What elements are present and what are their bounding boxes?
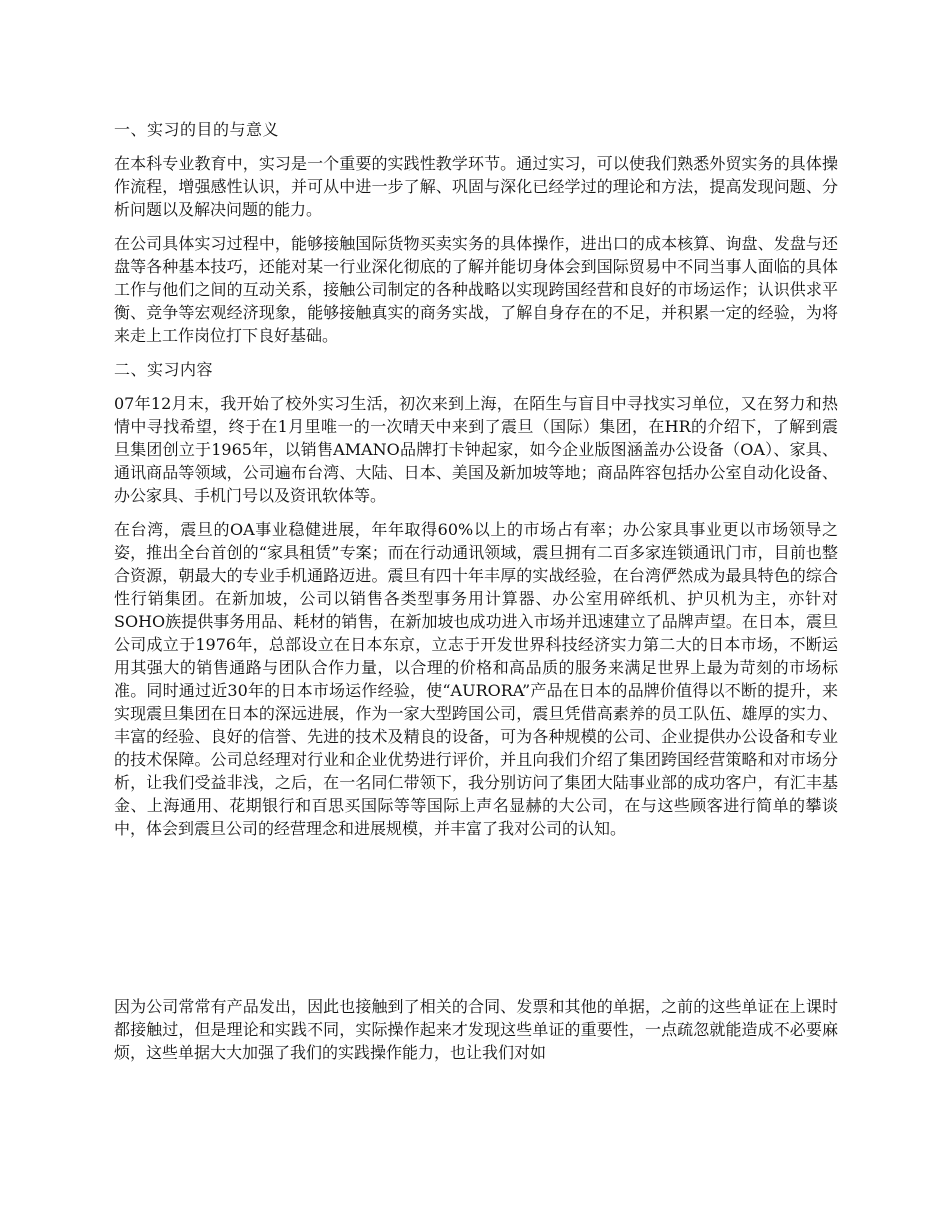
document-page xyxy=(114,118,838,1075)
blank-space xyxy=(114,851,838,995)
paragraph-purpose-2: 在公司具体实习过程中，能够接触国际货物买卖实务的具体操作，进出口的成本核算、询盘、发盘与还盘等各种基本技巧，还能对某一行业深化彻底的了解并能切身体会到国际贸易中不同当事人面临的具体工作与他们之间的互动关系，接触公司制定的各种战略以实现跨国经营和良好的市场运作；认识供求平衡、竞争等宏观经济现象，能够接触真实的商务实战，了解自身存在的不足，并积累一定的经验，为将来走上工作岗位打下良好基础。 xyxy=(114,234,838,345)
paragraph-content-2: 在台湾，震旦的OA事业稳健进展，年年取得60%以上的市场占有率；办公家具事业更以市场领导之姿，推出全台首创的“家具租赁”专案；而在行动通讯领域，震旦拥有二百多家连锁通讯门市，目前也整合资源，朝最大的专业手机通路迈进。震旦有四十年丰厚的实战经验，在台湾俨然成为最具特色的综合性行销集团。在新加坡，公司以销售各类型事务用计算器、办公室用碎纸机、护贝机为主，亦针对SOHO族提供事务用品、耗材的销售，在新加坡也成功进入市场并迅速建立了品牌声望。在日本，震旦公司成立于1976年，总部设立在日本东京，立志于开发世界科技经济实力第二大的日本市场，不断运用其强大的销售通路与团队合作力量，以合理的价格和高品质的服务来满足世界上最为苛刻的市场标准。同时通过近30年的日本市场运作经验，使“AURORA”产品在日本的品牌价值得以不断的提升，来实现震旦集团在日本的深远进展，作为一家大型跨国公司，震旦凭借高素养的员工队伍、雄厚的实力、丰富的经验、良好的信誉、先进的技术及精良的设备，可为各种规模的公司、企业提供办公设备和专业的技术保障。公司总经理对行业和企业优势进行评价，并且向我们介绍了集团跨国经营策略和对市场分析，让我们受益非浅，之后，在一名同仁带领下，我分别访问了集团大陆事业部的成功客户，有汇丰基金、上海通用、花期银行和百思买国际等等国际上声名显赫的大公司，在与这些顾客进行简单的攀谈中，体会到震旦公司的经营理念和进展规模，并丰富了我对公司的认知。 xyxy=(114,520,838,838)
section-heading-purpose: 一、实习的目的与意义 xyxy=(114,120,280,139)
paragraph-content-1: 07年12月末，我开始了校外实习生活，初次来到上海，在陌生与盲目中寻找实习单位，又在努力和热情中寻找希望，终于在1月里唯一的一次晴天中来到了震旦（国际）集团，在HR的介绍下，了解到震旦集团创立于1965年，以销售AMANO品牌打卡钟起家，如今企业版图涵盖办公设备（OA）、家具、通讯商品等领域，公司遍布台湾、大陆、日本、美国及新加坡等地；商品阵容包括办公室自动化设备、办公家具、手机门号以及资讯软体等。 xyxy=(114,394,838,505)
paragraph-purpose-1: 在本科专业教育中，实习是一个重要的实践性教学环节。通过实习，可以使我们熟悉外贸实务的具体操作流程，增强感性认识，并可从中进一步了解、巩固与深化已经学过的理论和方法，提高发现问题、分析问题以及解决问题的能力。 xyxy=(114,154,838,219)
paragraph-content-3: 因为公司常常有产品发出，因此也接触到了相关的合同、发票和其他的单据，之前的这些单证在上课时都接触过，但是理论和实践不同，实际操作起来才发现这些单证的重要性，一点疏忽就能造成不必要麻烦，这些单据大大加强了我们的实践操作能力，也让我们对如 xyxy=(114,997,838,1062)
section-heading-content: 二、实习内容 xyxy=(114,360,214,379)
